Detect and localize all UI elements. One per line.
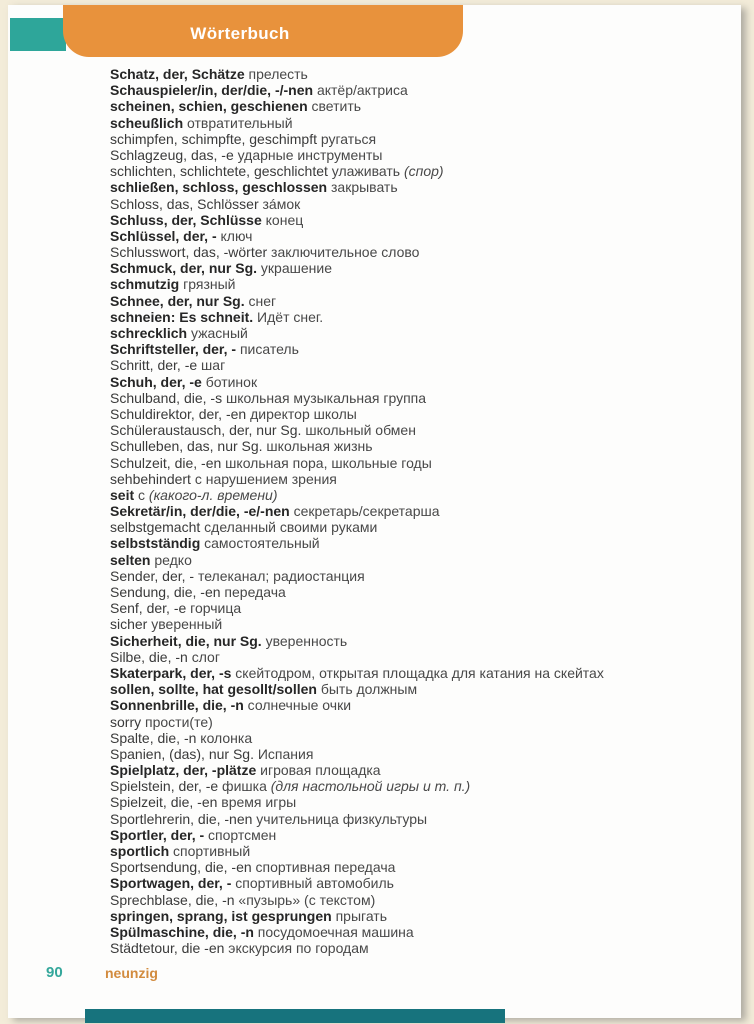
russian-translation: самостоятельный xyxy=(200,535,320,552)
german-term: sportlich xyxy=(110,843,170,859)
russian-translation: ругаться xyxy=(316,130,377,147)
german-term: schrecklich xyxy=(110,325,188,341)
russian-translation: зáмок xyxy=(258,195,301,212)
russian-translation: писатель xyxy=(236,341,299,358)
german-term: selbstständig xyxy=(110,535,201,552)
russian-translation: ключ xyxy=(216,227,253,244)
german-term: Schauspieler/in, der/die, -/-nen xyxy=(110,82,314,99)
russian-translation: учительница физкультуры xyxy=(252,810,428,827)
dictionary-entry xyxy=(110,147,730,163)
german-term: Schulleben, das, nur Sg. xyxy=(110,438,263,455)
dictionary-entry xyxy=(110,260,730,276)
dictionary-entry xyxy=(110,487,730,503)
german-term: selbstgemacht xyxy=(110,519,201,536)
russian-translation: «пузырь» (с текстом) xyxy=(234,891,376,908)
dictionary-page xyxy=(8,5,741,1018)
dictionary-entry xyxy=(110,244,730,260)
russian-translation: светить xyxy=(307,98,362,115)
dictionary-entry xyxy=(110,714,730,730)
russian-translation: телеканал; радиостанция xyxy=(194,567,365,584)
russian-translation: актёр/актриса xyxy=(313,82,408,99)
russian-translation: уверенный xyxy=(147,616,223,633)
dictionary-entry xyxy=(110,309,730,325)
dictionary-entry xyxy=(110,681,730,697)
german-term: sollen, sollte, hat gesollt/sollen xyxy=(110,681,317,698)
dictionary-entry xyxy=(110,293,730,309)
german-term: Schloss, das, Schlösser xyxy=(110,195,259,212)
teal-accent-block xyxy=(10,18,66,51)
german-term: schließen, schloss, geschlossen xyxy=(110,179,328,196)
usage-note: (для настольной игры и т. п.) xyxy=(266,778,471,795)
german-term: Schuldirektor, der, -en xyxy=(110,405,247,422)
russian-translation: спортсмен xyxy=(204,826,277,843)
russian-translation: снег xyxy=(244,292,277,309)
russian-translation: спортивный автомобиль xyxy=(231,875,394,892)
russian-translation: сделанный своими руками xyxy=(200,519,378,536)
german-term: Sekretär/in, der/die, -e/-nen xyxy=(110,503,290,520)
dictionary-entry xyxy=(110,843,730,859)
russian-translation: игровая площадка xyxy=(256,762,381,779)
russian-translation: школьная жизнь xyxy=(262,438,373,455)
russian-translation: спортивная передача xyxy=(251,859,396,876)
usage-note: (спор) xyxy=(400,163,444,180)
german-term: sorry xyxy=(110,713,142,730)
dictionary-entry xyxy=(110,859,730,875)
dictionary-entry xyxy=(110,584,730,600)
russian-translation: прелесть xyxy=(244,66,308,82)
dictionary-entry xyxy=(110,519,730,535)
dictionary-entry xyxy=(110,406,730,422)
dictionary-entry xyxy=(110,730,730,746)
dictionary-entry xyxy=(110,746,730,762)
dictionary-entry xyxy=(110,131,730,147)
dictionary-entry xyxy=(110,196,730,212)
german-term: Schuh, der, -e xyxy=(110,373,202,390)
dictionary-entry xyxy=(110,228,730,244)
german-term: sehbehindert xyxy=(110,470,191,487)
dictionary-entry xyxy=(110,455,730,471)
dictionary-entry xyxy=(110,325,730,341)
russian-translation: Идёт снег. xyxy=(253,308,324,325)
russian-translation: колонка xyxy=(196,729,253,746)
russian-translation: шаг xyxy=(197,357,226,374)
german-term: schimpfen, schimpfte, geschimpft xyxy=(110,130,317,147)
german-term: Schulband, die, -s xyxy=(110,389,223,406)
german-term: schneien: Es schneit. xyxy=(110,308,254,325)
page-number: 90 xyxy=(46,964,63,981)
russian-translation: экскурсия по городам xyxy=(224,940,369,957)
russian-translation: улаживать xyxy=(327,163,401,180)
german-term: Senf, der, -e xyxy=(110,600,187,617)
russian-translation: посудомоечная машина xyxy=(253,923,414,940)
russian-translation: секретарь/секретарша xyxy=(289,503,440,520)
dictionary-entry xyxy=(110,535,730,551)
german-term: Spielstein, der, -e xyxy=(110,778,219,795)
german-term: Schritt, der, -e xyxy=(110,357,198,374)
german-term: sicher xyxy=(110,616,148,633)
german-term: Silbe, die, -n xyxy=(110,648,188,665)
russian-translation: грязный xyxy=(179,276,236,293)
russian-translation: спортивный xyxy=(169,843,251,859)
dictionary-entry xyxy=(110,616,730,632)
dictionary-entry xyxy=(110,794,730,810)
german-term: Spielzeit, die, -en xyxy=(110,794,218,811)
german-term: Spülmaschine, die, -n xyxy=(110,923,254,940)
russian-translation: фишка xyxy=(218,778,267,795)
dictionary-entry xyxy=(110,924,730,940)
german-term: Sportlehrerin, die, -nen xyxy=(110,810,253,827)
german-term: Sendung, die, -en xyxy=(110,584,221,600)
german-term: Sender, der, - xyxy=(110,567,195,584)
german-term: Schriftsteller, der, - xyxy=(110,341,237,358)
german-term: Sicherheit, die, nur Sg. xyxy=(110,632,262,649)
russian-translation: скейтодром, открытая площадка для катания на скейтах xyxy=(231,664,604,681)
dictionary-entry xyxy=(110,697,730,713)
german-term: Skaterpark, der, -s xyxy=(110,664,232,681)
dictionary-entry xyxy=(110,940,730,956)
dictionary-entry xyxy=(110,600,730,616)
russian-translation: Испания xyxy=(253,745,314,762)
russian-translation: заключительное слово xyxy=(267,244,420,261)
german-term: Schlagzeug, das, -e xyxy=(110,146,234,163)
german-term: selten xyxy=(110,551,151,568)
dictionary-entry xyxy=(110,665,730,681)
german-term: Sportwagen, der, - xyxy=(110,875,232,892)
dictionary-entry xyxy=(110,179,730,195)
russian-translation: с нарушением зрения xyxy=(190,470,337,487)
german-term: Sportsendung, die, -en xyxy=(110,859,252,876)
russian-translation: украшение xyxy=(257,260,332,277)
dictionary-entry xyxy=(110,503,730,519)
dictionary-entry xyxy=(110,357,730,373)
german-term: Sportler, der, - xyxy=(110,826,205,843)
german-term: Sprechblase, die, -n xyxy=(110,891,235,908)
german-term: scheinen, schien, geschienen xyxy=(110,98,308,115)
german-term: seit xyxy=(110,486,135,503)
russian-translation: закрывать xyxy=(327,179,398,196)
russian-translation: директор школы xyxy=(246,405,357,422)
dictionary-entry xyxy=(110,908,730,924)
dictionary-entry xyxy=(110,778,730,794)
dictionary-entry xyxy=(110,98,730,114)
russian-translation: школьная музыкальная группа xyxy=(222,389,427,406)
russian-translation: отвратительный xyxy=(183,114,293,131)
dictionary-entry xyxy=(110,212,730,228)
german-term: Spanien, (das), nur Sg. xyxy=(110,745,254,762)
german-term: springen, sprang, ist gesprungen xyxy=(110,907,332,924)
russian-translation: прости(те) xyxy=(141,713,213,730)
russian-translation: передача xyxy=(220,584,286,600)
dictionary-entry xyxy=(110,633,730,649)
dictionary-entry xyxy=(110,762,730,778)
german-term: Schlüssel, der, - xyxy=(110,227,217,244)
dictionary-entry xyxy=(110,875,730,891)
german-term: Städtetour, die -en xyxy=(110,940,225,957)
dictionary-entry xyxy=(110,163,730,179)
dictionary-entry xyxy=(110,422,730,438)
dictionary-entry xyxy=(110,82,730,98)
dictionary-entry xyxy=(110,390,730,406)
german-term: scheußlich xyxy=(110,114,184,131)
page-title: Wörterbuch xyxy=(190,24,290,43)
dictionary-entry xyxy=(110,276,730,292)
german-term: Schluss, der, Schlüsse xyxy=(110,211,262,228)
dictionary-entry xyxy=(110,827,730,843)
russian-translation: слог xyxy=(187,648,220,665)
russian-translation: время игры xyxy=(217,794,297,811)
russian-translation: школьный обмен xyxy=(301,422,416,439)
german-term: Schatz, der, Schätze xyxy=(110,66,245,82)
german-term: Schulzeit, die, -en xyxy=(110,454,222,471)
russian-translation: школьная пора, школьные годы xyxy=(221,454,432,471)
dictionary-entry xyxy=(110,374,730,390)
russian-translation: уверенность xyxy=(261,632,348,649)
dictionary-entry xyxy=(110,568,730,584)
russian-translation: ботинок xyxy=(201,373,258,390)
russian-translation: быть должным xyxy=(316,681,418,698)
dictionary-entry xyxy=(110,649,730,665)
russian-translation: солнечные очки xyxy=(243,697,352,714)
russian-translation: горчица xyxy=(186,600,242,617)
entries-list xyxy=(110,66,730,956)
german-term: schlichten, schlichtete, geschlichtet xyxy=(110,163,328,180)
russian-translation: ужасный xyxy=(187,325,248,341)
dictionary-entry xyxy=(110,892,730,908)
german-term: Spielplatz, der, -plätze xyxy=(110,762,257,779)
header-tab xyxy=(63,5,463,57)
german-term: Spalte, die, -n xyxy=(110,729,197,746)
russian-translation: с xyxy=(134,486,146,503)
dictionary-entry xyxy=(110,438,730,454)
dictionary-entry xyxy=(110,811,730,827)
dictionary-entry xyxy=(110,471,730,487)
dictionary-entry xyxy=(110,341,730,357)
bottom-bar xyxy=(85,1009,505,1023)
russian-translation: ударные инструменты xyxy=(233,146,383,163)
dictionary-entry xyxy=(110,66,730,82)
russian-translation: прыгать xyxy=(331,907,388,924)
russian-translation: конец xyxy=(261,211,304,228)
german-term: Schlusswort, das, -wörter xyxy=(110,244,268,261)
german-term: schmutzig xyxy=(110,276,180,293)
german-term: Schnee, der, nur Sg. xyxy=(110,292,245,309)
german-term: Schmuck, der, nur Sg. xyxy=(110,260,258,277)
page-number-word: neunzig xyxy=(105,965,158,981)
german-term: Sonnenbrille, die, -n xyxy=(110,697,244,714)
german-term: Schüleraustausch, der, nur Sg. xyxy=(110,422,302,439)
dictionary-entry xyxy=(110,115,730,131)
usage-note: (какого-л. времени) xyxy=(145,486,278,503)
russian-translation: редко xyxy=(150,551,192,568)
dictionary-entry xyxy=(110,552,730,568)
